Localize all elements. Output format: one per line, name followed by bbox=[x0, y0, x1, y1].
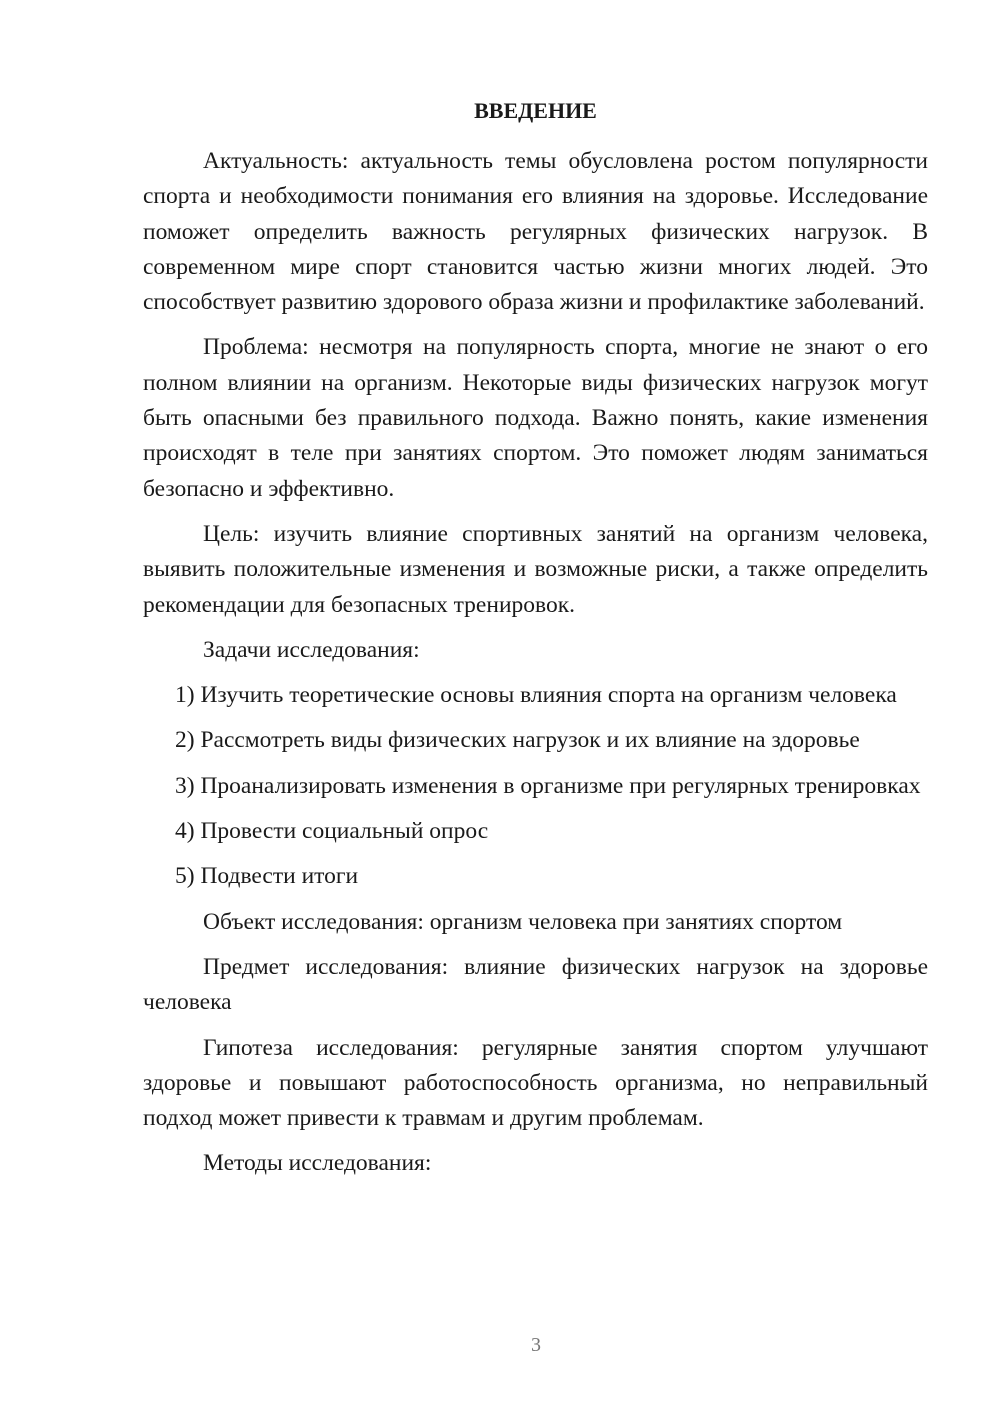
section-heading: ВВЕДЕНИЕ bbox=[474, 98, 597, 123]
task-item-5: 5) Подвести итоги bbox=[175, 863, 359, 890]
task-item-1: 1) Изучить теоретические основы влияния спорта на организм человека bbox=[175, 682, 897, 709]
paragraph-hypothesis: Гипотеза исследования: регулярные занятия спортом улучшают здоровье и повышают работоспособность организма, но неправильный подход может привести к травмам и другим проблемам. bbox=[143, 1034, 928, 1132]
paragraph-object: Объект исследования: организм человека при занятиях спортом bbox=[203, 908, 843, 935]
task-item-2: 2) Рассмотреть виды физических нагрузок и их влияние на здоровье bbox=[175, 727, 860, 754]
paragraph-subject: Предмет исследования: влияние физических нагрузок на здоровье человека bbox=[143, 953, 928, 1016]
paragraph-goal: Цель: изучить влияние спортивных занятий на организм человека, выявить положительные изменения и возможные риски, а также определить рекомендации для безопасных тренировок. bbox=[143, 520, 928, 618]
paragraph-methods-title: Методы исследования: bbox=[203, 1150, 432, 1177]
task-item-3: 3) Проанализировать изменения в организме при регулярных тренировках bbox=[175, 772, 921, 799]
task-item-4: 4) Провести социальный опрос bbox=[175, 818, 489, 845]
page-number: 3 bbox=[531, 1334, 541, 1356]
paragraph-relevance: Актуальность: актуальность темы обусловлена ростом популярности спорта и необходимости понимания его влияния на здоровье. Исследование поможет определить важность регулярных физических нагрузок. В современном мире спорт становится частью жизни многих людей. Это способствует развитию здорового образа жизни и профилактике заболеваний. bbox=[143, 148, 928, 316]
paragraph-problem: Проблема: несмотря на популярность спорта, многие не знают о его полном влиянии на организм. Некоторые виды физических нагрузок могут быть опасными без правильного подхода. Важно понять, какие изменения происходят в теле при занятиях спортом. Это поможет людям заниматься безопасно и эффективно. bbox=[143, 334, 928, 502]
paragraph-tasks-title: Задачи исследования: bbox=[203, 636, 420, 663]
page-content bbox=[143, 94, 928, 1192]
